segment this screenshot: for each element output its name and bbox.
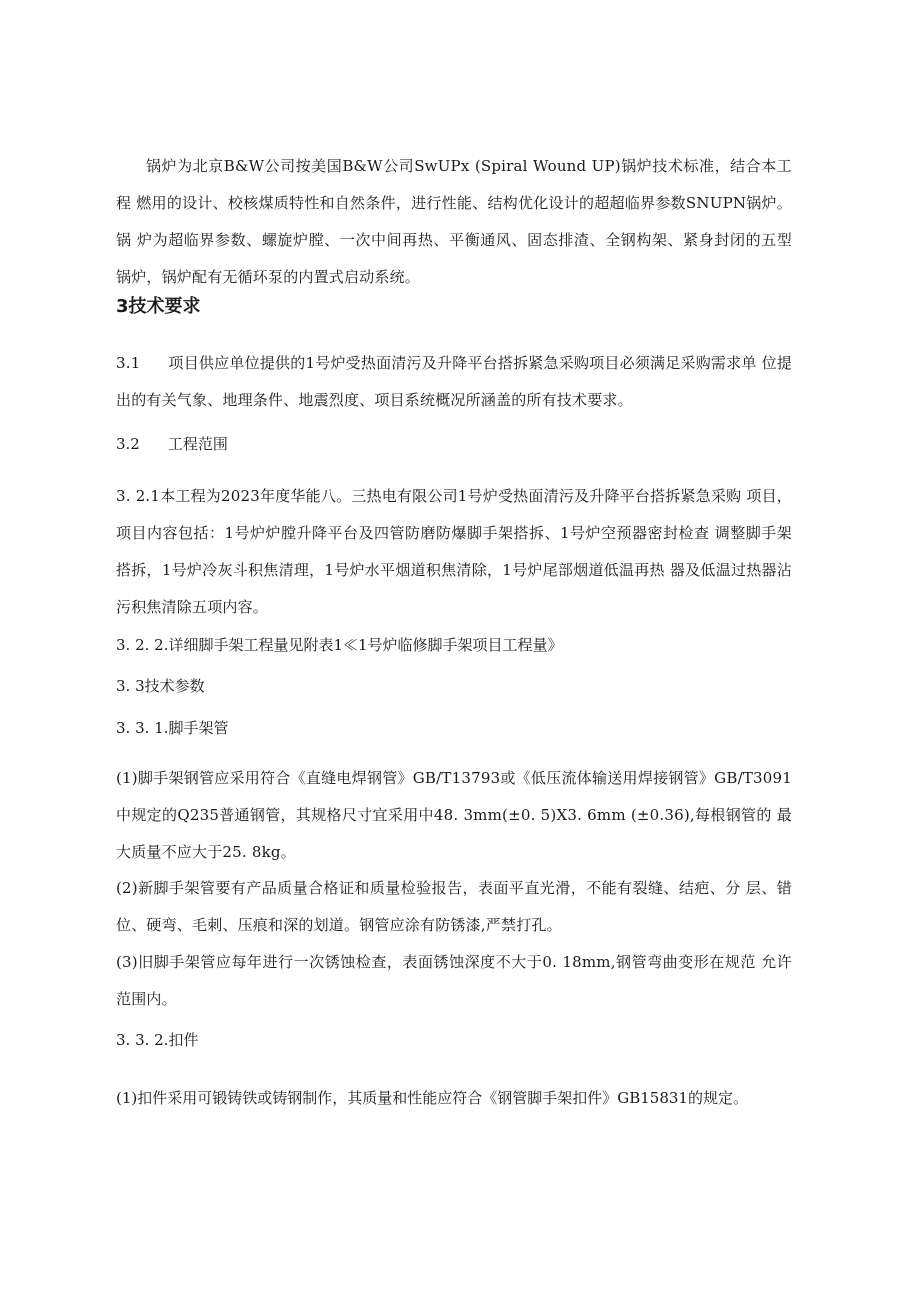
item-1-paragraph: (1)脚手架钢管应采用符合《直缝电焊钢管》GB/T13793或《低压流体输送用焊接钢管》GB/T3091 中规定的Q235普通钢管，其规格尺寸宜采用中48. 3mm(±0. 5)X3. 6mm (±0.36),每根钢管的 最大质量不应大于25. 8kg。 xyxy=(116,769,792,861)
section-3-1-number: 3.1 xyxy=(116,354,141,372)
section-3-3-2-heading: 3. 3. 2.扣件 xyxy=(116,1031,199,1049)
section-3-1-text: 项目供应单位提供的1号炉受热面清污及升降平台搭拆紧急采购项目必须满足采购需求单 位提出的有关气象、地理条件、地震烈度、项目系统概况所涵盖的所有技术要求。 xyxy=(116,354,792,409)
section-3-3-1-heading: 3. 3. 1.脚手架管 xyxy=(116,719,229,737)
section-3-1-paragraph xyxy=(116,345,792,419)
intro-paragraph: 锅炉为北京B&W公司按美国B&W公司SwUPx (Spiral Wound UP)锅炉技术标准，结合本工程 燃用的设计、校核煤质特性和自然条件，进行性能、结构优化设计的超超临界参数SNUPN锅炉。锅 炉为超临界参数、螺旋炉膛、一次中间再热、平衡通风、固态排渣、全钢构架、紧身封闭的五型 锅炉，锅炉配有无循环泵的内置式启动系统。 xyxy=(116,157,792,286)
item-3-paragraph: (3)旧脚手架管应每年进行一次锈蚀检查，表面锈蚀深度不大于0. 18mm,钢管弯曲变形在规范 允许范围内。 xyxy=(116,953,792,1008)
section-3-3-heading: 3. 3技术参数 xyxy=(116,677,205,695)
section-3-2-2-line: 3. 2. 2.详细脚手架工程量见附表1≪1号炉临修脚手架项目工程量》 xyxy=(116,636,563,654)
section-3-2-number: 3.2 xyxy=(116,435,140,453)
section-3-2-heading xyxy=(116,432,228,456)
section-3-2-1-paragraph: 3. 2.1本工程为2023年度华能八。三热电有限公司1号炉受热面清污及升降平台搭拆紧急采购 项目，项目内容包括：1号炉炉膛升降平台及四管防磨防爆脚手架搭拆、1号炉空预器密封检查 调整脚手架搭拆，1号炉冷灰斗积焦清理，1号炉水平烟道积焦清除，1号炉尾部烟道低温再热 器及低温过热器沾污积焦清除五项内容。 xyxy=(116,487,792,616)
section-3-heading: 3技术要求 xyxy=(116,296,201,317)
item-2-paragraph: (2)新脚手架管要有产品质量合格证和质量检验报告，表面平直光滑，不能有裂缝、结疤、分 层、错位、硬弯、毛刺、压痕和深的划道。钢管应涂有防锈漆,严禁打孔。 xyxy=(116,879,792,934)
item-4-line: (1)扣件采用可锻铸铁或铸钢制作，其质量和性能应符合《钢管脚手架扣件》GB15831的规定。 xyxy=(116,1089,748,1107)
section-3-2-title: 工程范围 xyxy=(167,435,228,453)
